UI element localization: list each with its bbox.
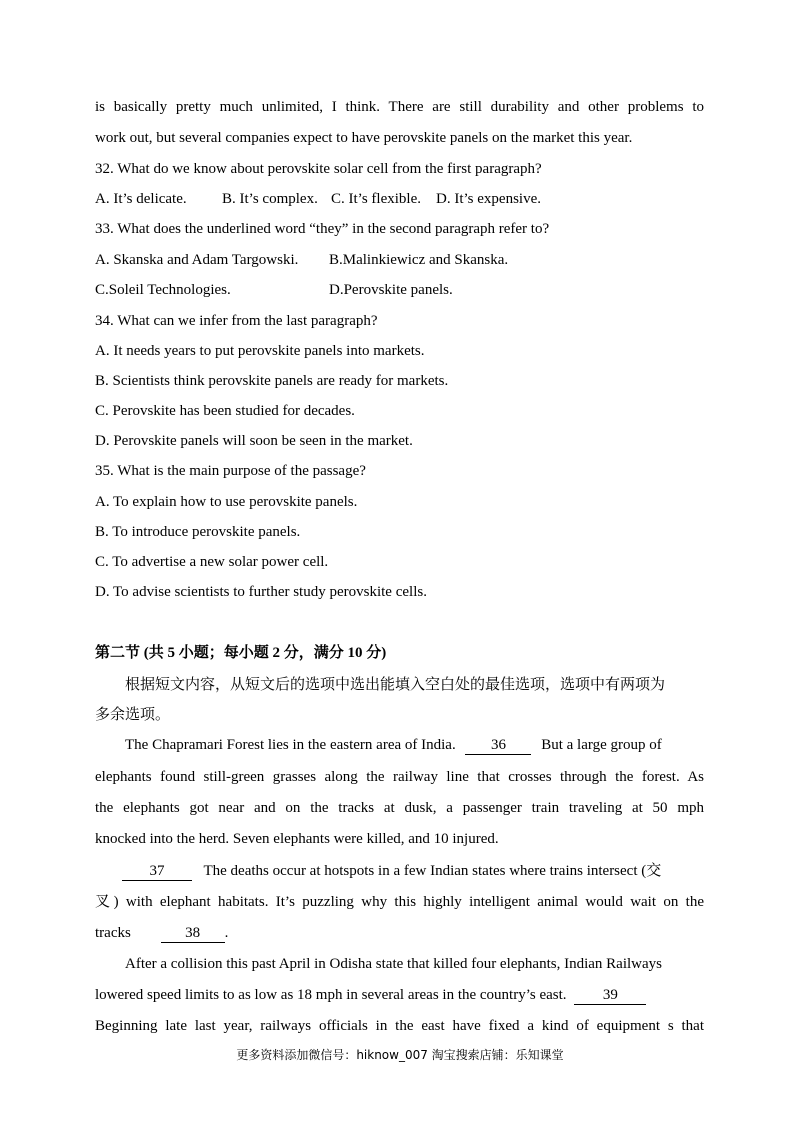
question-33-stem: 33. What does the underlined word “they” in the second paragraph refer to?: [95, 221, 550, 237]
question-32-stem: 32. What do we know about perovskite solar cell from the first paragraph?: [95, 161, 542, 177]
passage-text: lowered speed limits to as low as 18 mph in several areas in the country’s east.: [95, 987, 567, 1003]
passage-line: knocked into the herd. Seven elephants were killed, and 10 injured.: [95, 831, 499, 847]
blank-38[interactable]: 38: [161, 925, 225, 943]
passage-text: But a large group of: [541, 737, 662, 753]
question-33-option-c: C.Soleil Technologies.: [95, 282, 231, 298]
question-35-option-a: A. To explain how to use perovskite panels.: [95, 494, 358, 510]
question-33-option-b: B.Malinkiewicz and Skanska.: [329, 252, 509, 268]
passage-text: tracks: [95, 925, 131, 941]
question-32-option-b: B. It’s complex.: [222, 191, 318, 207]
section-instruction: 根据短文内容，从短文后的选项中选出能填入空白处的最佳选项，选项中有两项为: [125, 677, 666, 693]
question-35-option-c: C. To advertise a new solar power cell.: [95, 554, 329, 570]
question-35-option-d: D. To advise scientists to further study perovskite cells.: [95, 584, 427, 600]
passage-line: After a collision this past April in Odisha state that killed four elephants, Indian Railways: [125, 956, 662, 972]
passage-line: Beginning late last year, railways officials in the east have fixed a kind of equipment s that: [95, 1018, 704, 1034]
passage-text: .: [224, 925, 229, 941]
paragraph-line: work out, but several companies expect to have perovskite panels on the market this year.: [95, 130, 633, 146]
blank-39[interactable]: 39: [574, 987, 646, 1005]
passage-line: elephants found still-green grasses along the railway line that crosses through the forest. As: [95, 769, 704, 785]
question-35-stem: 35. What is the main purpose of the passage?: [95, 463, 366, 479]
section-heading: 第二节 (共 5 小题；每小题 2 分，满分 10 分): [95, 645, 387, 661]
passage-line: [95, 923, 228, 943]
passage-text: The deaths occur at hotspots in a few Indian states where trains intersect (交: [203, 863, 662, 879]
passage-line: [125, 735, 662, 755]
blank-37[interactable]: 37: [122, 863, 192, 881]
question-34-option-a: A. It needs years to put perovskite panels into markets.: [95, 343, 425, 359]
blank-36[interactable]: 36: [465, 737, 531, 755]
question-34-option-b: B. Scientists think perovskite panels are ready for markets.: [95, 373, 449, 389]
section-instruction: 多余选项。: [95, 707, 171, 723]
question-35-option-b: B. To introduce perovskite panels.: [95, 524, 301, 540]
question-33-option-a: A. Skanska and Adam Targowski.: [95, 252, 299, 268]
passage-text: The Chapramari Forest lies in the eastern area of India.: [125, 737, 456, 753]
question-34-stem: 34. What can we infer from the last paragraph?: [95, 313, 378, 329]
question-34-option-c: C. Perovskite has been studied for decades.: [95, 403, 355, 419]
page-footer: 更多资料添加微信号：hiknow_007 淘宝搜索店铺：乐知课堂: [236, 1048, 564, 1062]
passage-line: [95, 985, 646, 1005]
passage-line: [122, 861, 661, 881]
paragraph-line: is basically pretty much unlimited, I think. There are still durability and other problems to: [95, 99, 704, 115]
passage-line: 叉) with elephant habitats. It’s puzzling why this highly intelligent animal would wait on the: [95, 894, 704, 910]
question-34-option-d: D. Perovskite panels will soon be seen in the market.: [95, 433, 413, 449]
question-33-option-d: D.Perovskite panels.: [329, 282, 453, 298]
passage-line: the elephants got near and on the tracks at dusk, a passenger train traveling at 50 mph: [95, 800, 704, 816]
question-32-option-c: C. It’s flexible.: [331, 191, 421, 207]
question-32-option-a: A. It’s delicate.: [95, 191, 187, 207]
question-32-option-d: D. It’s expensive.: [436, 191, 541, 207]
